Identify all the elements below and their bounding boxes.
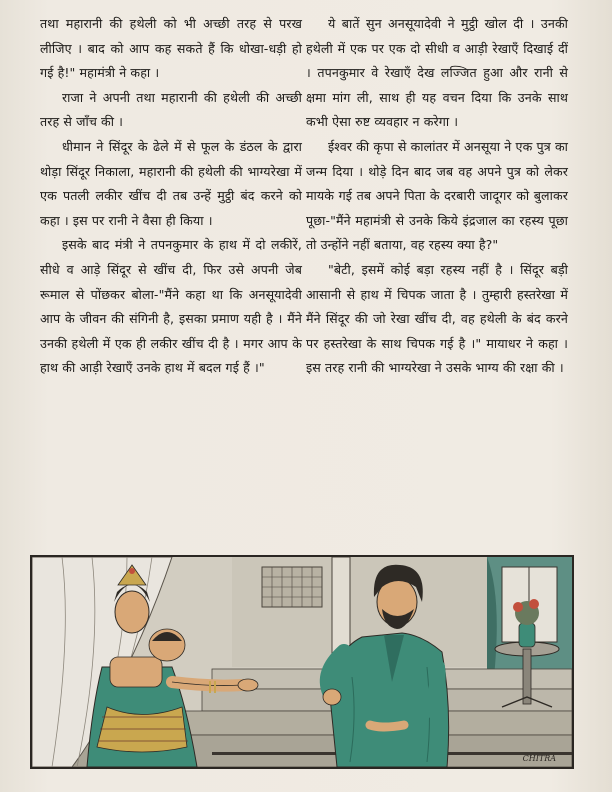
right-text-column: [306, 12, 568, 381]
paragraph: धीमान ने सिंदूर के ढेले में से फूल के डंठल के द्वारा थोड़ा सिंदूर निकाला, महारानी की हथेली की भाग्यरेखा में एक पतली लकीर खींच दी तब उन्हें मुट्ठी बंद करने को कहा । इस पर रानी ने वैसा ही किया ।: [40, 138, 302, 228]
paragraph: राजा ने अपनी तथा महारानी की हथेली की अच्छी तरह से जाँच की ।: [40, 89, 302, 130]
paragraph: ईश्वर की कृपा से कालांतर में अनसूया ने एक पुत्र का जन्म दिया । थोड़े दिन बाद जब वह अपने पुत्र को लेकर मायके गई तब अपने पिता के दरबारी जादूगर को बुलाकर पूछा-"मैंने महामंत्री से उनके किये इंद्रजाल का रहस्य पूछा तो उन्होंने नहीं बताया, वह रहस्य क्या है?": [306, 138, 568, 253]
story-illustration: [30, 555, 574, 769]
paragraph: "बेटी, इसमें कोई बड़ा रहस्य नहीं है । सिंदूर बड़ी आसानी से हाथ में चिपक जाता है । तुम्हारी हस्तरेखा में मैंने सिंदूर की जो रेखा खींच दी, वह हथेली के बंद करने पर हस्तरेखा के साथ चिपक गई है ।" मायाधर ने कहा । इस तरह रानी की भाग्यरेखा ने उसके भाग्य की रक्षा की ।: [306, 261, 568, 376]
left-text-column: [40, 12, 302, 381]
illustration-drawing: [32, 557, 572, 767]
artist-signature: CHITRA: [522, 754, 556, 763]
paragraph: इसके बाद मंत्री ने तपनकुमार के हाथ में दो लकीरें, सीधे व आड़े सिंदूर से खींच दी, फिर उसे अपनी जेब रूमाल से पोंछकर बोला-"मैंने कहा था कि अनसूयादेवी आप के जीवन की संगिनी है, इसका प्रमाण यही है । मैंने उनकी हथेली में एक ही लकीर खींच दी है । मगर आप के हाथ की आड़ी रेखाएँ उनके हाथ में बदल गई हैं ।": [40, 237, 302, 376]
paragraph: ये बातें सुन अनसूयादेवी ने मुट्ठी खोल दी । उनकी हथेली में एक पर एक दो सीधी व आड़ी रेखाएँ दिखाई दीं । तपनकुमार वे रेखाएँ देख लज्जित हुआ और रानी से क्षमा मांग ली, साथ ही यह वचन दिया कि उनके साथ कभी ऐसा रुष्ट व्यवहार न करेगा ।: [306, 16, 568, 130]
paragraph: तथा महारानी की हथेली को भी अच्छी तरह से परख लीजिए । बाद को आप कह सकते हैं कि धोखा-धड़ी हो गई है!" महामंत्री ने कहा ।: [40, 16, 302, 81]
